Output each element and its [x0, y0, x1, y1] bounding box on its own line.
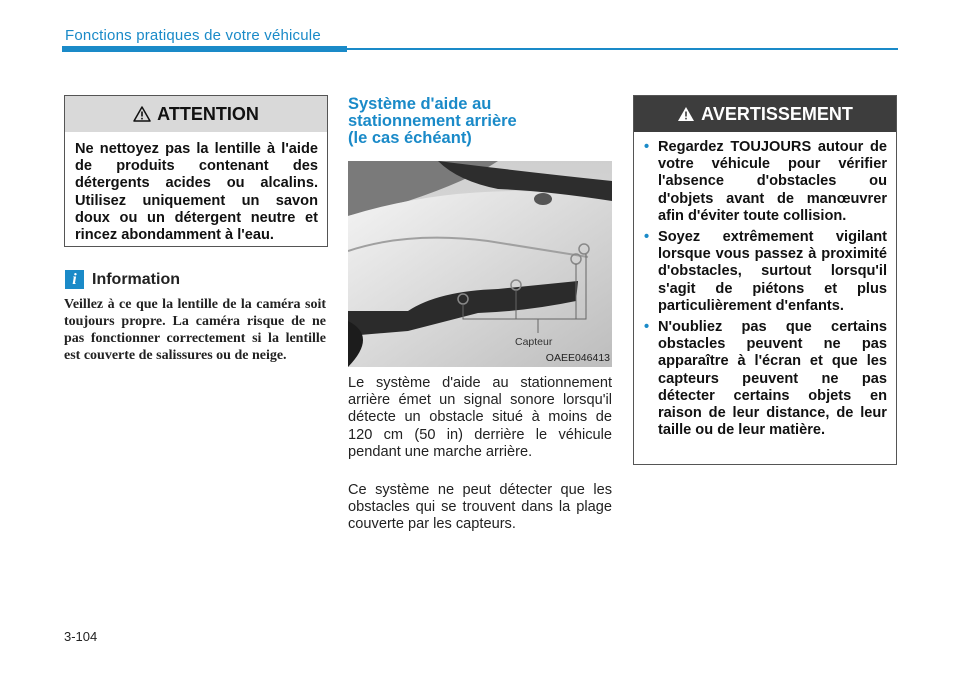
page-number: 3-104 — [64, 629, 98, 644]
attention-box — [64, 95, 328, 247]
avertissement-box — [633, 95, 897, 465]
section-paragraph-1: Le système d'aide au stationnement arrière émet un signal sonore lorsqu'il détecte un obstacle situé à moins de 120 cm (50 in) derrière le véhicule pendant une marche arrière. — [348, 375, 612, 460]
avertissement-list — [644, 139, 887, 439]
rear-bumper-sensor-image — [348, 161, 612, 367]
section-paragraph-2: Ce système ne peut détecter que les obstacles qui se trouvent dans la plage couverte par les capteurs. — [348, 482, 612, 533]
header-rule — [347, 48, 898, 50]
information-text: Veillez à ce que la lentille de la caméra soit toujours propre. La caméra risque de ne pas fonctionner correctement si la lentille est couverte de salissures ou de neige. — [64, 297, 326, 363]
attention-header — [65, 96, 327, 132]
information-title: Information — [92, 270, 180, 288]
warning-triangle-icon — [677, 106, 695, 122]
attention-text: Ne nettoyez pas la lentille à l'aide de produits contenant des détergents acides ou alcalins. Utilisez uniquement un savon doux ou un détergent neutre et rincez abondamment à l'eau. — [75, 141, 318, 244]
avertissement-title: AVERTISSEMENT — [701, 103, 853, 124]
list-item: • N'oubliez pas que certains obstacles peuvent ne pas apparaître à l'écran et que les capteurs peuvent ne pas détecter certains objets en raison de leur distance, de leur taille ou de leur matière. — [644, 319, 887, 439]
image-reference-code: OAEE046413 — [545, 352, 610, 364]
list-item: • Regardez TOUJOURS autour de votre véhicule pour vérifier l'absence d'obstacles ou d'objets avant de manœuvrer afin d'éviter toute collision. — [644, 139, 887, 225]
avertissement-header — [634, 96, 896, 132]
section-title: Système d'aide au stationnement arrière (le cas échéant) — [348, 95, 517, 147]
info-icon: i — [65, 270, 84, 289]
sensor-label: Capteur — [515, 336, 553, 348]
information-heading — [65, 270, 180, 289]
header-bar — [62, 46, 347, 52]
warning-triangle-icon — [133, 106, 151, 122]
attention-title: ATTENTION — [157, 103, 259, 124]
list-item: • Soyez extrêmement vigilant lorsque vous passez à proximité d'obstacles, surtout lorsqu'il s'agit de piétons et plus particulièrement d'enfants. — [644, 229, 887, 315]
section-header-title: Fonctions pratiques de votre véhicule — [65, 27, 321, 44]
car-rear-illustration — [348, 161, 612, 367]
